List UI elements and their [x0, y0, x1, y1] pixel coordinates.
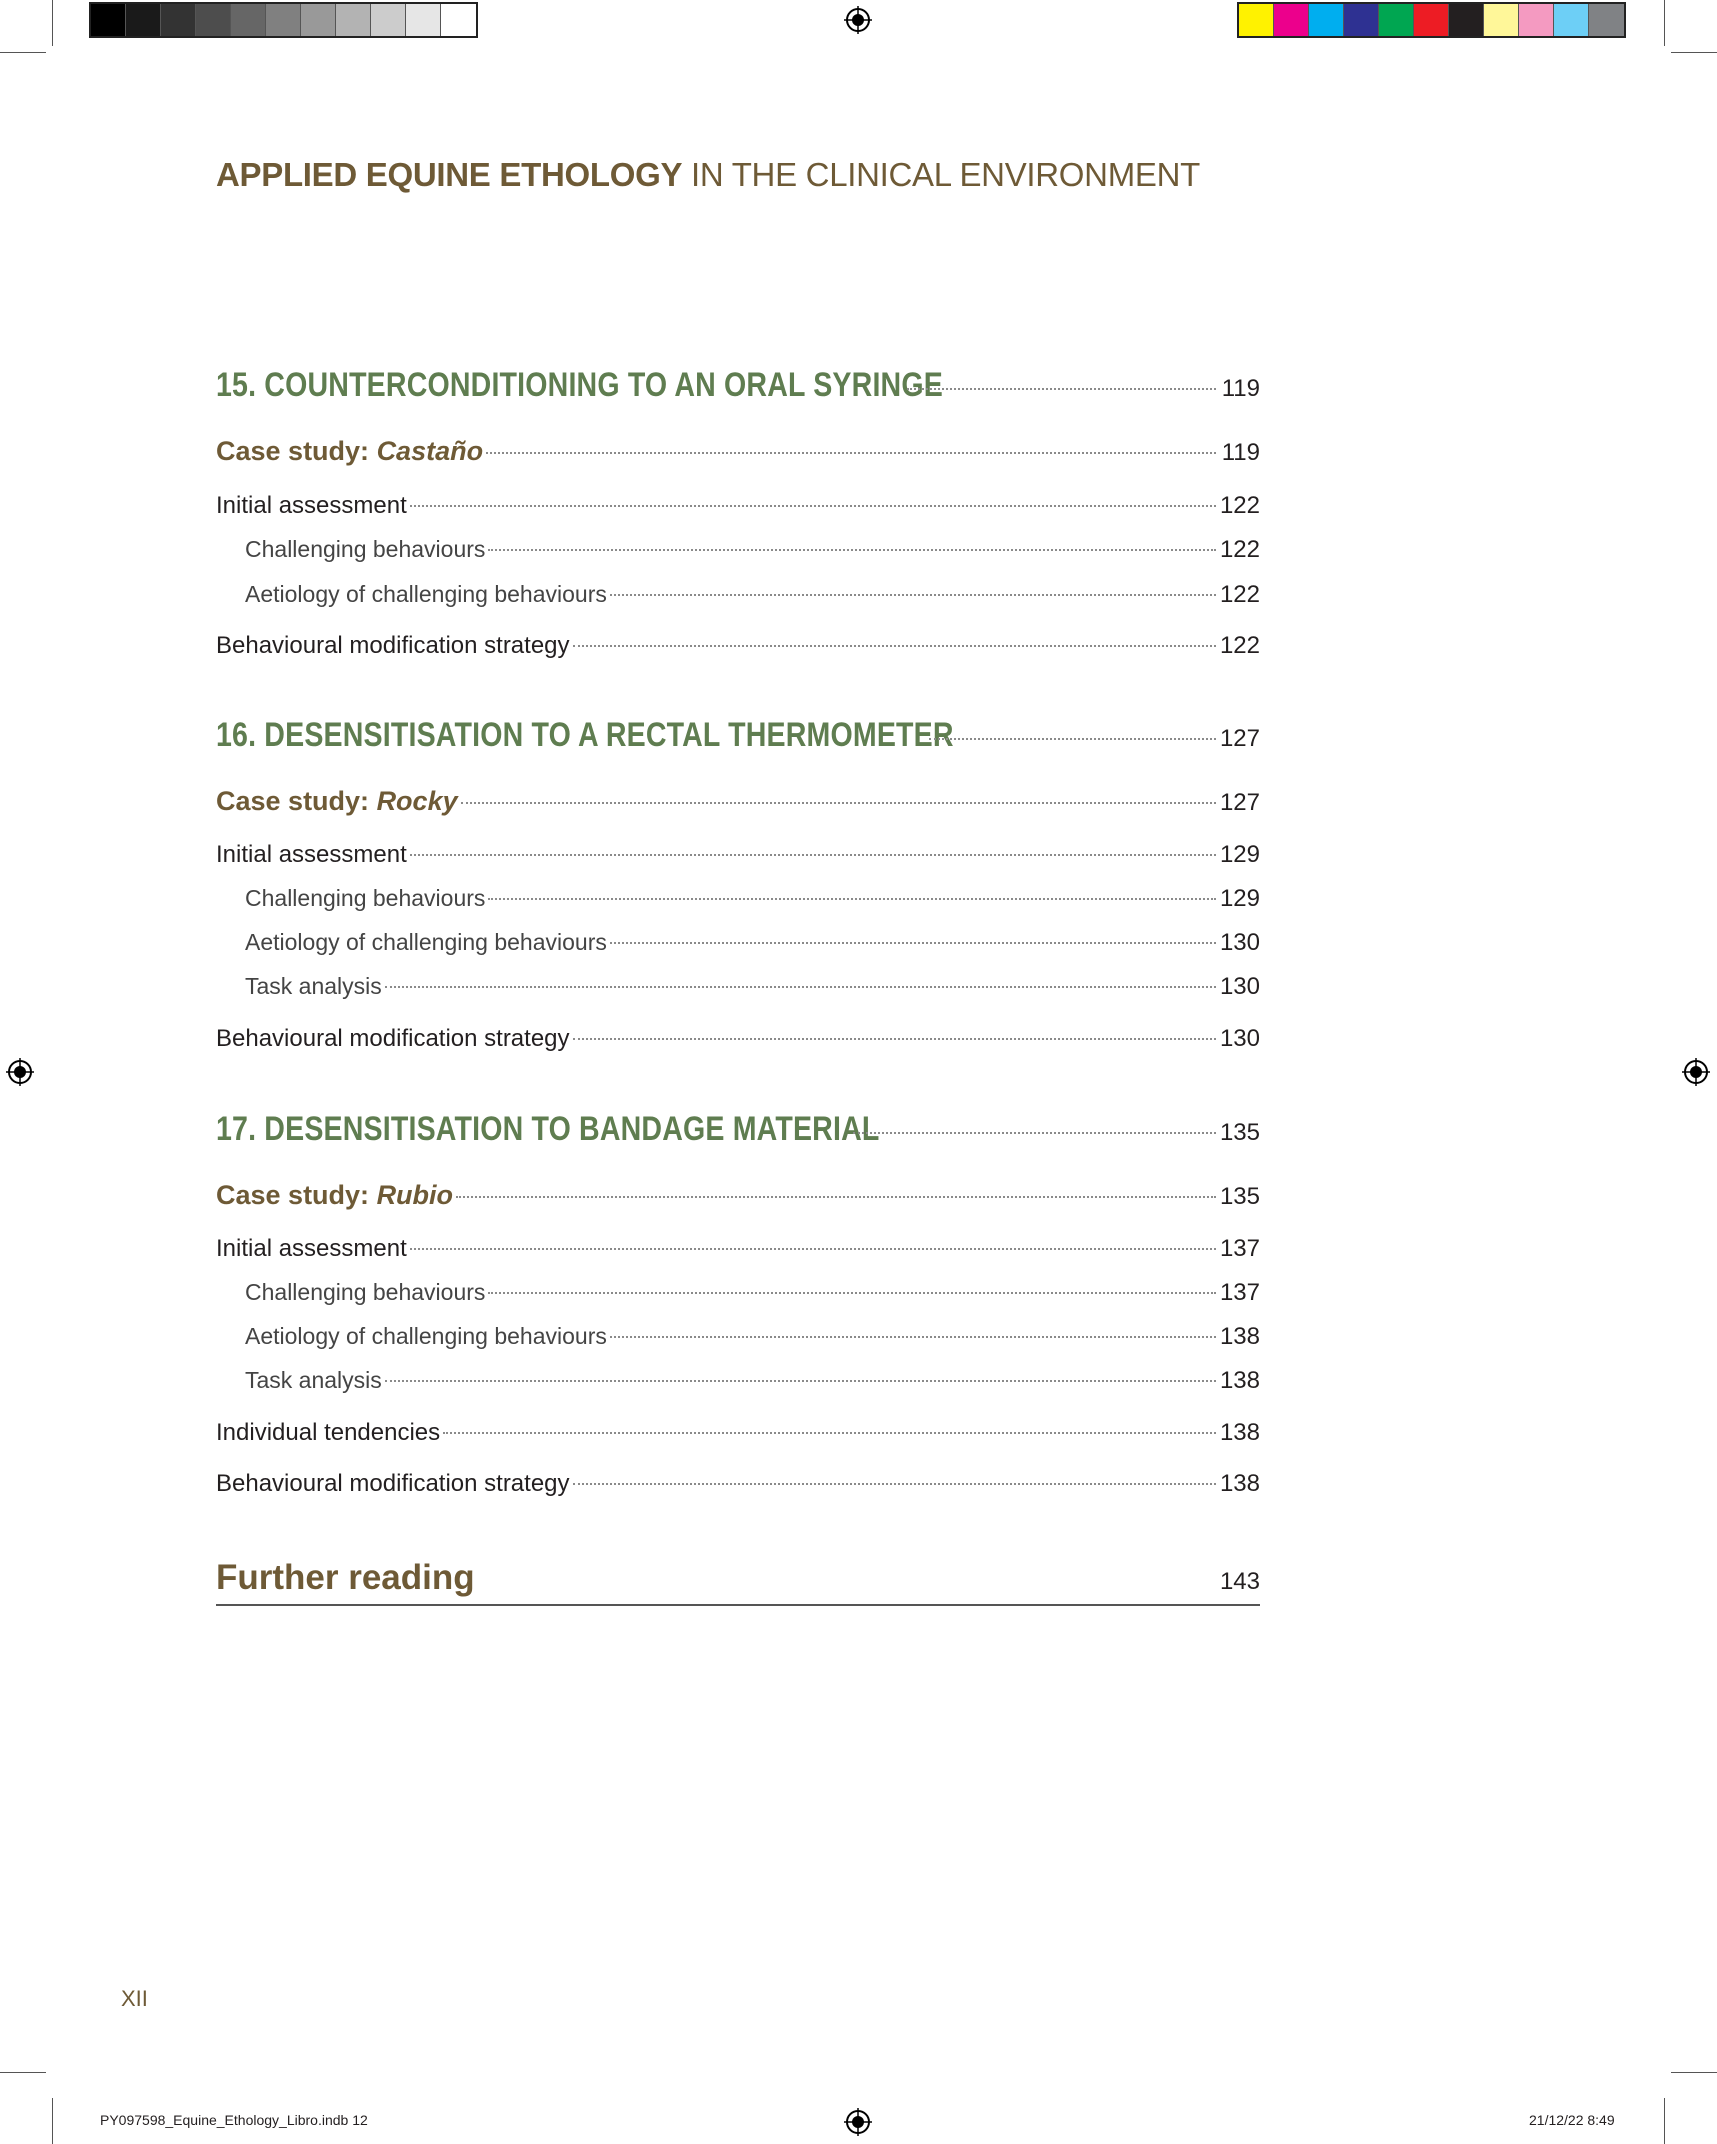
- dot-leader: [488, 1292, 1216, 1294]
- color-calibration-bar: [1237, 2, 1626, 38]
- page-number: 138: [1219, 1323, 1260, 1350]
- registration-mark-icon: [1682, 1058, 1710, 1086]
- dot-leader: [573, 645, 1216, 647]
- page-number: 129: [1219, 841, 1260, 868]
- color-patch: [406, 4, 441, 36]
- toc-entry-challenging-behaviours[interactable]: [245, 1279, 1260, 1307]
- color-patch: [1379, 4, 1414, 36]
- page-number: 119: [1221, 439, 1260, 466]
- page-number: 143: [1219, 1568, 1260, 1595]
- page-number: 130: [1219, 973, 1260, 1000]
- toc-chapter-16[interactable]: [216, 716, 1260, 755]
- toc-entry-individual-tendencies[interactable]: [216, 1419, 1260, 1447]
- registration-mark-icon: [844, 6, 872, 34]
- toc-entry-behavioural-modification-strategy[interactable]: [216, 1470, 1260, 1498]
- dot-leader: [610, 594, 1216, 596]
- page-number: 122: [1219, 581, 1260, 608]
- crop-mark: [52, 0, 53, 46]
- entry-label: Aetiology of challenging behaviours: [245, 929, 607, 955]
- entry-label: Challenging behaviours: [245, 885, 486, 911]
- dot-leader: [410, 854, 1216, 856]
- case-study-name: Rubio: [376, 1180, 454, 1210]
- color-patch: [126, 4, 161, 36]
- crop-mark: [52, 2098, 53, 2144]
- chapter-title: 15. COUNTERCONDITIONING TO AN ORAL SYRINGE: [216, 366, 943, 404]
- registration-mark-icon: [6, 1058, 34, 1086]
- page-number: 137: [1219, 1235, 1260, 1262]
- color-patch: [336, 4, 371, 36]
- toc-entry-initial-assessment[interactable]: [216, 841, 1260, 869]
- case-study-name: Castaño: [376, 436, 484, 466]
- case-study-prefix: Case study:: [216, 786, 377, 816]
- further-reading-label: Further reading: [216, 1558, 475, 1597]
- page-number: 137: [1219, 1279, 1260, 1306]
- dot-leader: [488, 898, 1216, 900]
- toc-entry-task-analysis[interactable]: [245, 973, 1260, 1001]
- color-patch: [196, 4, 231, 36]
- crop-mark: [1671, 52, 1717, 53]
- case-study-label: [216, 786, 458, 817]
- page-number: 138: [1219, 1367, 1260, 1394]
- page-number: 130: [1219, 1025, 1260, 1052]
- dot-leader: [488, 549, 1216, 551]
- dot-leader: [410, 1248, 1216, 1250]
- case-study-label: [216, 1180, 453, 1211]
- toc-entry-aetiology[interactable]: [245, 1323, 1260, 1351]
- color-patch: [161, 4, 196, 36]
- toc-entry-task-analysis[interactable]: [245, 1367, 1260, 1395]
- color-patch: [1274, 4, 1309, 36]
- entry-label: Aetiology of challenging behaviours: [245, 1323, 607, 1349]
- entry-label: Initial assessment: [216, 1235, 407, 1262]
- running-head-bold: APPLIED EQUINE ETHOLOGY: [216, 156, 683, 193]
- dot-leader: [573, 1483, 1216, 1485]
- crop-mark: [1664, 2098, 1665, 2144]
- dot-leader: [443, 1432, 1216, 1434]
- page-folio: XII: [121, 1986, 148, 2011]
- page-number: 138: [1219, 1419, 1260, 1446]
- dot-leader: [486, 452, 1216, 454]
- dot-leader: [456, 1196, 1216, 1198]
- case-study-prefix: Case study:: [216, 436, 377, 466]
- running-head: [216, 156, 1200, 194]
- entry-label: Initial assessment: [216, 841, 407, 868]
- case-study-name: Rocky: [376, 786, 458, 816]
- toc-entry-aetiology[interactable]: [245, 929, 1260, 957]
- color-patch: [1589, 4, 1624, 36]
- registration-mark-icon: [844, 2108, 872, 2136]
- page-number: 138: [1219, 1470, 1260, 1497]
- entry-label: Challenging behaviours: [245, 536, 486, 562]
- page-number: 127: [1219, 789, 1260, 816]
- dot-leader: [610, 1336, 1216, 1338]
- toc-entry-behavioural-modification-strategy[interactable]: [216, 632, 1260, 660]
- toc-case-study-castano[interactable]: [216, 436, 1260, 467]
- entry-label: Individual tendencies: [216, 1419, 441, 1446]
- page-number: 122: [1219, 632, 1260, 659]
- dot-leader: [573, 1038, 1216, 1040]
- print-slug-date: 21/12/22 8:49: [1529, 2112, 1615, 2128]
- color-patch: [91, 4, 126, 36]
- dot-leader: [929, 738, 1216, 740]
- page-number: 122: [1219, 536, 1260, 563]
- crop-mark: [0, 52, 46, 53]
- color-patch: [1309, 4, 1344, 36]
- color-patch: [441, 4, 476, 36]
- dot-leader: [410, 505, 1216, 507]
- entry-label: Task analysis: [245, 1367, 382, 1393]
- entry-label: Behavioural modification strategy: [216, 1025, 570, 1052]
- dot-leader: [461, 802, 1216, 804]
- entry-label: Aetiology of challenging behaviours: [245, 581, 607, 607]
- color-patch: [1344, 4, 1379, 36]
- dot-leader: [907, 388, 1216, 390]
- page-number: 129: [1219, 885, 1260, 912]
- color-patch: [1484, 4, 1519, 36]
- dot-leader: [610, 942, 1216, 944]
- print-slug-filename: PY097598_Equine_Ethology_Libro.indb 12: [100, 2112, 368, 2128]
- toc-entry-aetiology[interactable]: [245, 581, 1260, 609]
- toc-chapter-17[interactable]: [216, 1110, 1260, 1149]
- toc-entry-initial-assessment[interactable]: [216, 492, 1260, 520]
- color-patch: [1414, 4, 1449, 36]
- entry-label: Task analysis: [245, 973, 382, 999]
- crop-mark: [0, 2072, 46, 2073]
- toc-case-study-rubio[interactable]: [216, 1180, 1260, 1211]
- dot-leader: [853, 1132, 1216, 1134]
- running-head-rest: IN THE CLINICAL ENVIRONMENT: [682, 156, 1201, 193]
- page-number: 130: [1219, 929, 1260, 956]
- chapter-title: 17. DESENSITISATION TO BANDAGE MATERIAL: [216, 1110, 880, 1148]
- dot-leader: [385, 986, 1216, 988]
- entry-label: Behavioural modification strategy: [216, 1470, 570, 1497]
- toc-further-reading[interactable]: [216, 1558, 1260, 1606]
- entry-label: Behavioural modification strategy: [216, 632, 570, 659]
- chapter-title: 16. DESENSITISATION TO A RECTAL THERMOMETER: [216, 716, 954, 754]
- crop-mark: [1664, 0, 1665, 46]
- entry-label: Initial assessment: [216, 492, 407, 519]
- crop-mark: [1671, 2072, 1717, 2073]
- color-patch: [371, 4, 406, 36]
- toc-entry-initial-assessment[interactable]: [216, 1235, 1260, 1263]
- entry-label: Challenging behaviours: [245, 1279, 486, 1305]
- color-patch: [231, 4, 266, 36]
- page-number: 127: [1219, 725, 1260, 752]
- page-number: 119: [1221, 375, 1260, 402]
- grayscale-calibration-bar: [89, 2, 478, 38]
- page-number: 122: [1219, 492, 1260, 519]
- toc-entry-challenging-behaviours[interactable]: [245, 536, 1260, 564]
- color-patch: [266, 4, 301, 36]
- color-patch: [1519, 4, 1554, 36]
- toc-entry-behavioural-modification-strategy[interactable]: [216, 1025, 1260, 1053]
- color-patch: [1449, 4, 1484, 36]
- color-patch: [301, 4, 336, 36]
- toc-entry-challenging-behaviours[interactable]: [245, 885, 1260, 913]
- color-patch: [1239, 4, 1274, 36]
- case-study-label: [216, 436, 483, 467]
- dot-leader: [385, 1380, 1216, 1382]
- toc-case-study-rocky[interactable]: [216, 786, 1260, 817]
- case-study-prefix: Case study:: [216, 1180, 377, 1210]
- page-number: 135: [1219, 1183, 1260, 1210]
- color-patch: [1554, 4, 1589, 36]
- page-number: 135: [1219, 1119, 1260, 1146]
- toc-chapter-15[interactable]: [216, 366, 1260, 405]
